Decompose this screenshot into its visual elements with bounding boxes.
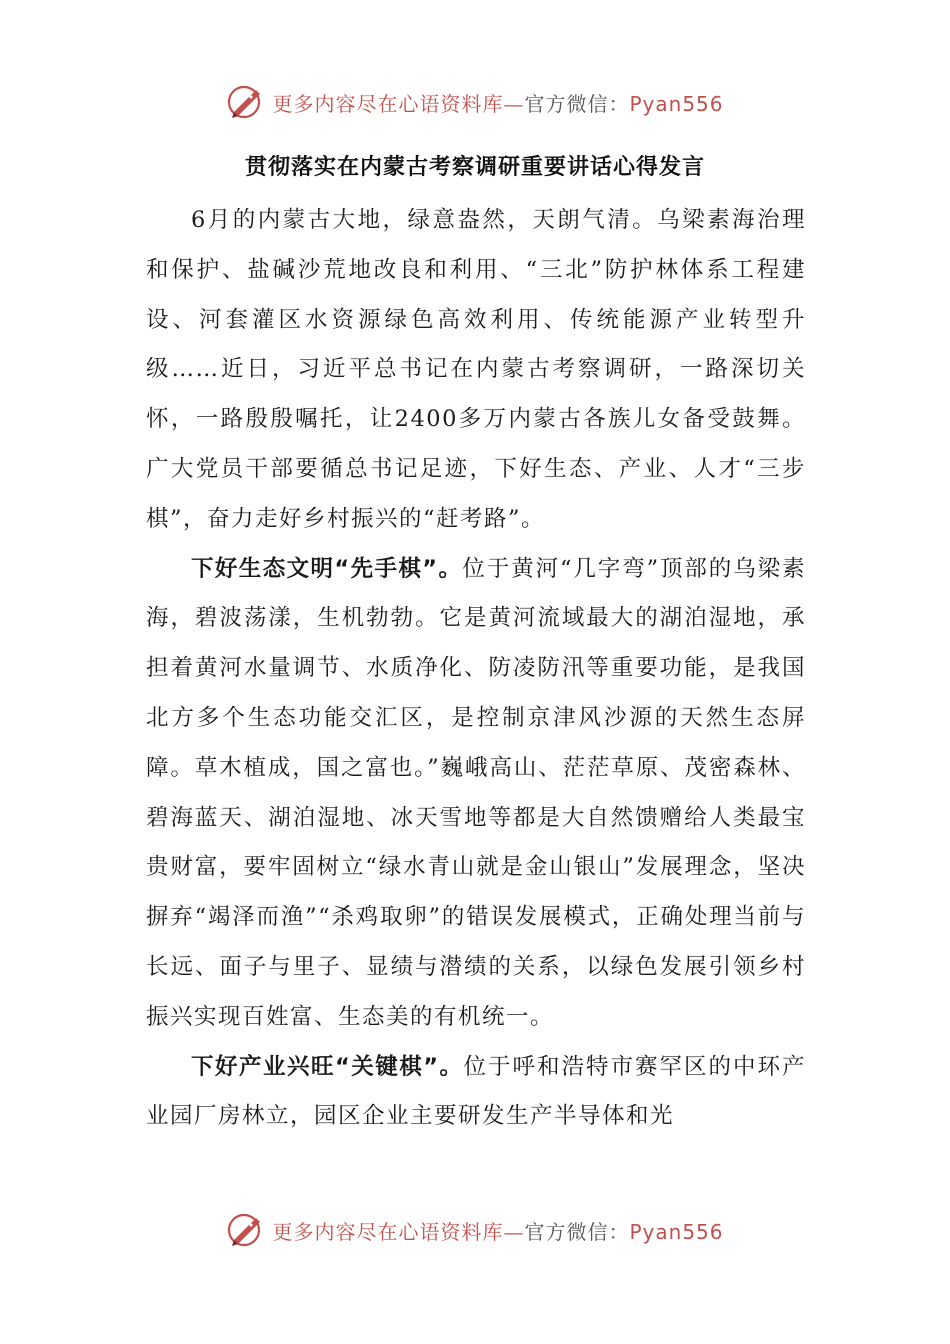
- banner-dash: —: [503, 1219, 525, 1244]
- pen-logo-icon: [226, 1210, 266, 1250]
- banner-wechat-id: Pyan556: [629, 91, 724, 116]
- paragraph-lead: 下好产业兴旺“关键棋”。: [191, 1053, 464, 1080]
- header-banner: [0, 80, 950, 124]
- paragraph: [146, 545, 806, 1043]
- banner-wechat-label: 官方微信：: [524, 1219, 630, 1244]
- banner-slogan: 更多内容尽在心语资料库: [272, 91, 504, 116]
- banner-wechat-label: 官方微信：: [524, 91, 630, 116]
- banner-text: [272, 1216, 723, 1245]
- pen-logo-icon: [226, 82, 266, 122]
- banner-text: [272, 88, 723, 117]
- document-body: [146, 196, 806, 1142]
- footer-banner: [0, 1208, 950, 1252]
- paragraph-text: 6月的内蒙古大地，绿意盎然，天朗气清。乌梁素海治理和保护、盐碱沙荒地改良和利用、“三北”防护林体系工程建设、河套灌区水资源绿色高效利用、传统能源产业转型升级……近日，习近平总书记在内蒙古考察调研，一路深切关怀，一路殷殷嘱托，让2400多万内蒙古各族儿女备受鼓舞。广大党员干部要循总书记足迹，下好生态、产业、人才“三步棋”，奋力走好乡村振兴的“赶考路”。: [146, 207, 806, 532]
- paragraph-text: 位于呼和浩特市赛罕区的中环产业园厂房林立，园区企业主要研发生产半导体和光: [146, 1053, 806, 1130]
- document-title: 贯彻落实在内蒙古考察调研重要讲话心得发言: [244, 155, 705, 180]
- paragraph-text: 位于黄河“几字弯”顶部的乌梁素海，碧波荡漾，生机勃勃。它是黄河流域最大的湖泊湿地，承担着黄河水量调节、水质净化、防凌防汛等重要功能，是我国北方多个生态功能交汇区，是控制京津风沙源的天然生态屏障。草木植成，国之富也。”巍峨高山、茫茫草原、茂密森林、碧海蓝天、湖泊湿地、冰天雪地等都是大自然馈赠给人类最宝贵财富，要牢固树立“绿水青山就是金山银山”发展理念，坚决摒弃“竭泽而渔”“杀鸡取卵”的错误发展模式，正确处理当前与长远、面子与里子、显绩与潜绩的关系，以绿色发展引领乡村振兴实现百姓富、生态美的有机统一。: [146, 555, 806, 1030]
- banner-slogan: 更多内容尽在心语资料库: [272, 1219, 504, 1244]
- paragraph-lead: 下好生态文明“先手棋”。: [191, 555, 463, 582]
- paragraph: [146, 196, 806, 545]
- banner-wechat-id: Pyan556: [629, 1219, 724, 1244]
- banner-dash: —: [503, 91, 525, 116]
- paragraph: [146, 1043, 806, 1143]
